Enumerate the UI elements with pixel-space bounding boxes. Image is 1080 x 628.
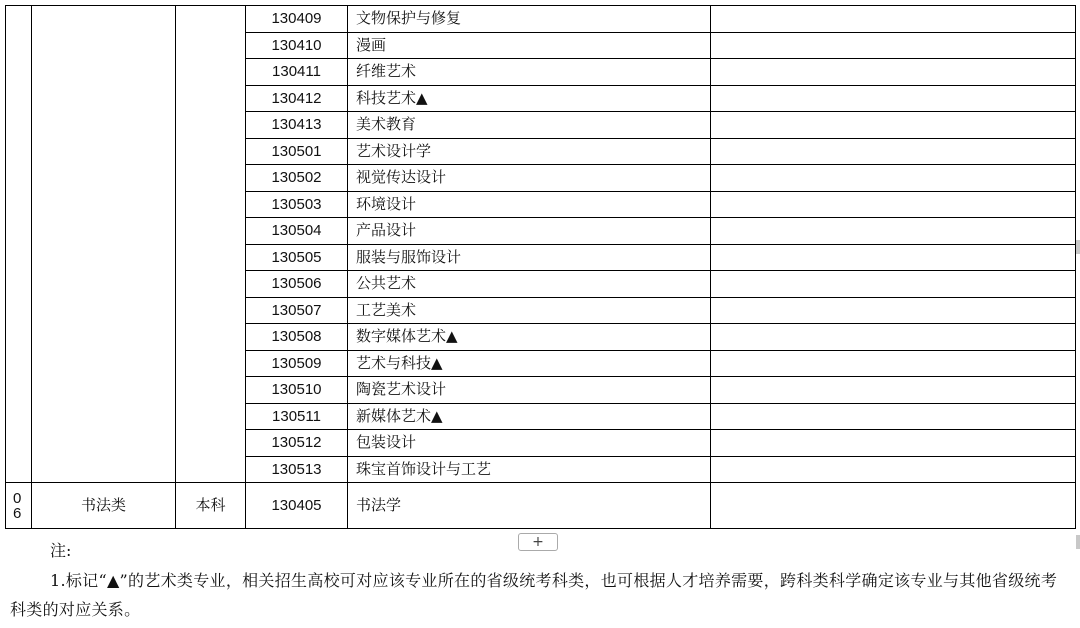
major-name: 公共艺术 <box>348 271 711 298</box>
remark-cell <box>711 85 1076 112</box>
major-code: 130507 <box>246 297 348 324</box>
index-number: 0 6 <box>6 483 32 529</box>
remark-cell <box>711 324 1076 351</box>
major-name: 产品设计 <box>348 218 711 245</box>
remark-cell <box>711 244 1076 271</box>
major-code: 130413 <box>246 112 348 139</box>
major-name: 数字媒体艺术▲ <box>348 324 711 351</box>
major-code: 130410 <box>246 32 348 59</box>
major-name: 陶瓷艺术设计 <box>348 377 711 404</box>
notes-heading: 注: <box>50 541 72 560</box>
plus-icon: + <box>532 534 544 550</box>
level-cell <box>176 6 246 483</box>
remark-cell <box>711 191 1076 218</box>
major-name: 纤维艺术 <box>348 59 711 86</box>
remark-cell <box>711 483 1076 529</box>
major-name: 美术教育 <box>348 112 711 139</box>
category-label: 书法类 <box>32 483 176 529</box>
major-code: 130412 <box>246 85 348 112</box>
remark-cell <box>711 271 1076 298</box>
major-code: 130504 <box>246 218 348 245</box>
remark-cell <box>711 403 1076 430</box>
remark-cell <box>711 297 1076 324</box>
major-name: 艺术设计学 <box>348 138 711 165</box>
major-code: 130505 <box>246 244 348 271</box>
major-name: 书法学 <box>348 483 711 529</box>
remark-cell <box>711 456 1076 483</box>
major-code: 130508 <box>246 324 348 351</box>
remark-cell <box>711 32 1076 59</box>
major-code: 130409 <box>246 6 348 33</box>
major-catalog-table <box>5 5 1076 529</box>
remark-cell <box>711 59 1076 86</box>
major-code: 130509 <box>246 350 348 377</box>
major-name: 文物保护与修复 <box>348 6 711 33</box>
major-code: 130501 <box>246 138 348 165</box>
remark-cell <box>711 112 1076 139</box>
major-name: 环境设计 <box>348 191 711 218</box>
add-row-button[interactable] <box>518 533 558 551</box>
major-code: 130512 <box>246 430 348 457</box>
category-cell <box>32 6 176 483</box>
major-code: 130502 <box>246 165 348 192</box>
remark-cell <box>711 6 1076 33</box>
major-code: 130513 <box>246 456 348 483</box>
major-name: 工艺美术 <box>348 297 711 324</box>
remark-cell <box>711 138 1076 165</box>
major-name: 科技艺术▲ <box>348 85 711 112</box>
major-code: 130411 <box>246 59 348 86</box>
major-code: 130405 <box>246 483 348 529</box>
major-name: 视觉传达设计 <box>348 165 711 192</box>
major-code: 130510 <box>246 377 348 404</box>
major-name: 珠宝首饰设计与工艺 <box>348 456 711 483</box>
remark-cell <box>711 218 1076 245</box>
major-code: 130506 <box>246 271 348 298</box>
major-name: 包装设计 <box>348 430 711 457</box>
major-name: 服装与服饰设计 <box>348 244 711 271</box>
remark-cell <box>711 350 1076 377</box>
major-name: 新媒体艺术▲ <box>348 403 711 430</box>
major-name: 艺术与科技▲ <box>348 350 711 377</box>
scroll-edge-marker <box>1076 240 1080 254</box>
remark-cell <box>711 377 1076 404</box>
scroll-edge-marker <box>1076 535 1080 549</box>
table-row-calligraphy <box>6 483 1076 529</box>
major-code: 130511 <box>246 403 348 430</box>
table-row <box>6 6 1076 33</box>
major-name: 漫画 <box>348 32 711 59</box>
degree-level: 本科 <box>176 483 246 529</box>
major-code: 130503 <box>246 191 348 218</box>
note-item-1: 1.标记“▲”的艺术类专业，相关招生高校可对应该专业所在的省级统考科类，也可根据人才培养需要，跨科类科学确定该专业与其他省级统考科类的对应关系。 <box>10 571 1058 619</box>
index-cell <box>6 6 32 483</box>
remark-cell <box>711 165 1076 192</box>
remark-cell <box>711 430 1076 457</box>
